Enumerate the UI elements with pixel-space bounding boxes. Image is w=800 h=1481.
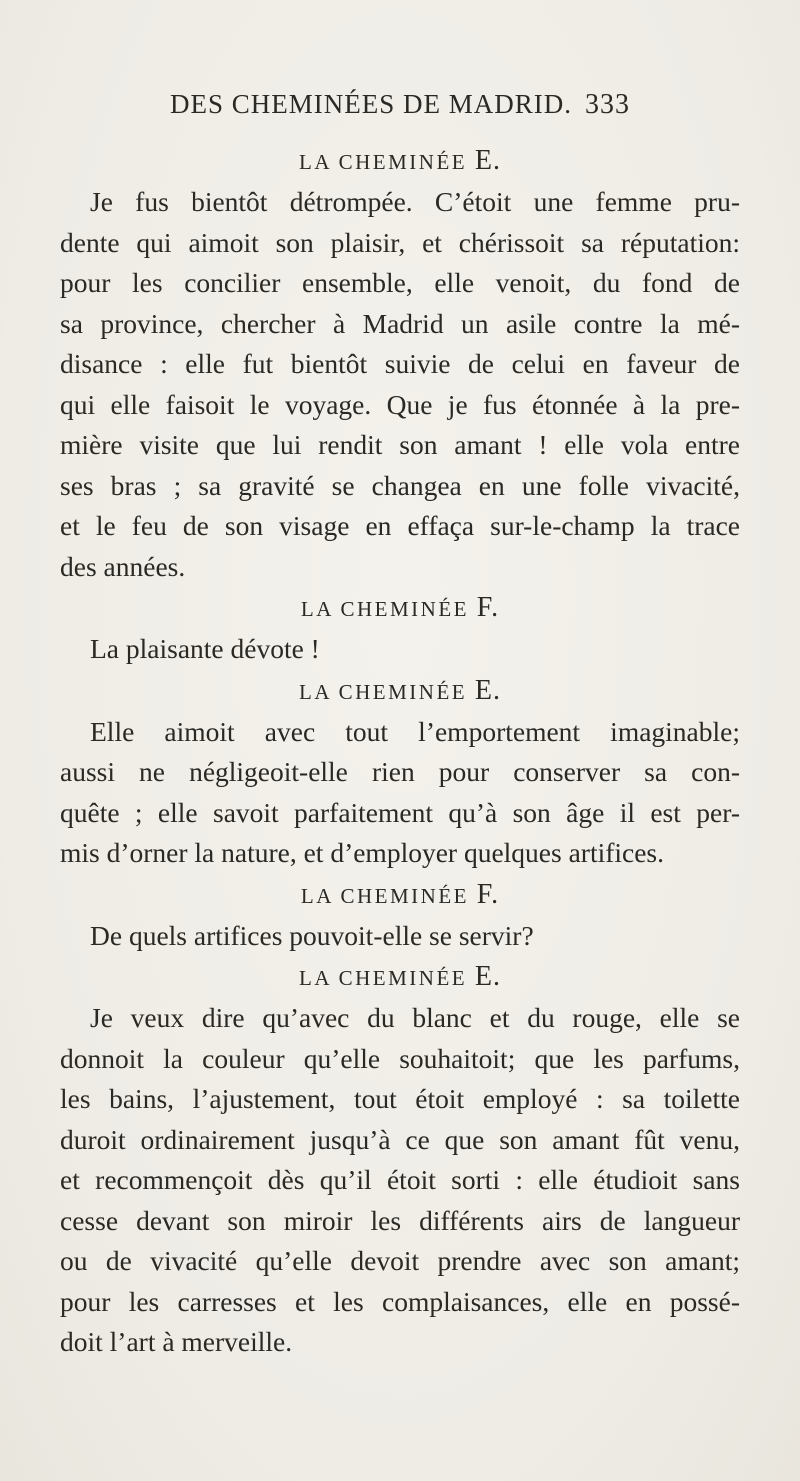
text-line: et recommençoit dès qu’il étoit sorti : elle étudioit sans [60,1164,740,1195]
text-line: duroit ordinairement jusqu’à ce que son amant fût venu, [60,1123,740,1155]
text-line: et le feu de son visage en effaça sur-le-champ la trace [60,510,740,541]
text-line: quête ; elle savoit parfaitement qu’à son âge il est per- [60,796,740,828]
running-head-title: DES CHEMINÉES DE MADRID. [170,89,572,119]
text-line: Je fus bientôt détrompée. C’étoit une femme pru- [90,186,740,217]
speaker-letter: F. [476,592,500,623]
speaker-letter: E. [474,145,501,176]
text-line: disance : elle fut bientôt suivie de celui en faveur de [60,348,740,379]
text-line: ses bras ; sa gravité se changea en une folle vivacité, [60,469,740,501]
text-line: pour les carresses et les complaisances, elle en possé- [60,1285,740,1317]
speaker-label [60,587,740,629]
text-line: doit l’art à merveille. [60,1326,293,1357]
speaker-name: LA CHEMINÉE [299,679,468,704]
speaker-label [60,670,740,712]
speaker-label [60,140,740,182]
speaker-letter: F. [476,878,500,910]
text-line: cesse devant son miroir les différents airs de langueur [60,1204,740,1236]
text-line: dente qui aimoit son plaisir, et chérissoit sa réputation: [60,226,740,258]
text-line: aussi ne négligeoit-elle rien pour conserver sa con- [60,756,740,787]
text-line: Elle aimoit avec tout l’emportement imaginable; [90,715,740,747]
text-line: La plaisante dévote ! [90,633,320,664]
speaker-name: LA CHEMINÉE [300,597,469,621]
page-number: 333 [585,89,630,120]
text-line: sa province, chercher à Madrid un asile contre la mé- [60,307,740,339]
text-line: mière visite que lui rendit son amant ! elle vola entre [60,429,740,460]
speaker-label [60,874,740,916]
page-body [60,140,740,1363]
speaker-letter: E. [474,961,501,992]
text-line: qui elle faisoit le voyage. Que je fus étonnée à la pre- [60,388,740,420]
text-line: pour les concilier ensemble, elle venoit, du fond de [60,267,740,298]
text-line: mis d’orner la nature, et d’employer quelques artifices. [60,837,665,868]
text-line: les bains, l’ajustement, tout étoit employé : sa toilette [60,1083,740,1114]
text-line: des années. [60,550,186,582]
text-line: De quels artifices pouvoit-elle se servir? [90,919,534,951]
text-line: donnoit la couleur qu’elle souhaitoit; que les parfums, [60,1042,740,1074]
speaker-letter: E. [474,674,501,706]
speaker-name: LA CHEMINÉE [299,966,468,990]
text-line: ou de vivacité qu’elle devoit prendre avec son amant; [60,1245,740,1276]
running-head [170,89,630,125]
text-line: Je veux dire qu’avec du blanc et du rouge, elle se [90,1002,740,1033]
speaker-name: LA CHEMINÉE [300,883,469,908]
speaker-name: LA CHEMINÉE [299,150,468,174]
speaker-label [60,956,740,998]
